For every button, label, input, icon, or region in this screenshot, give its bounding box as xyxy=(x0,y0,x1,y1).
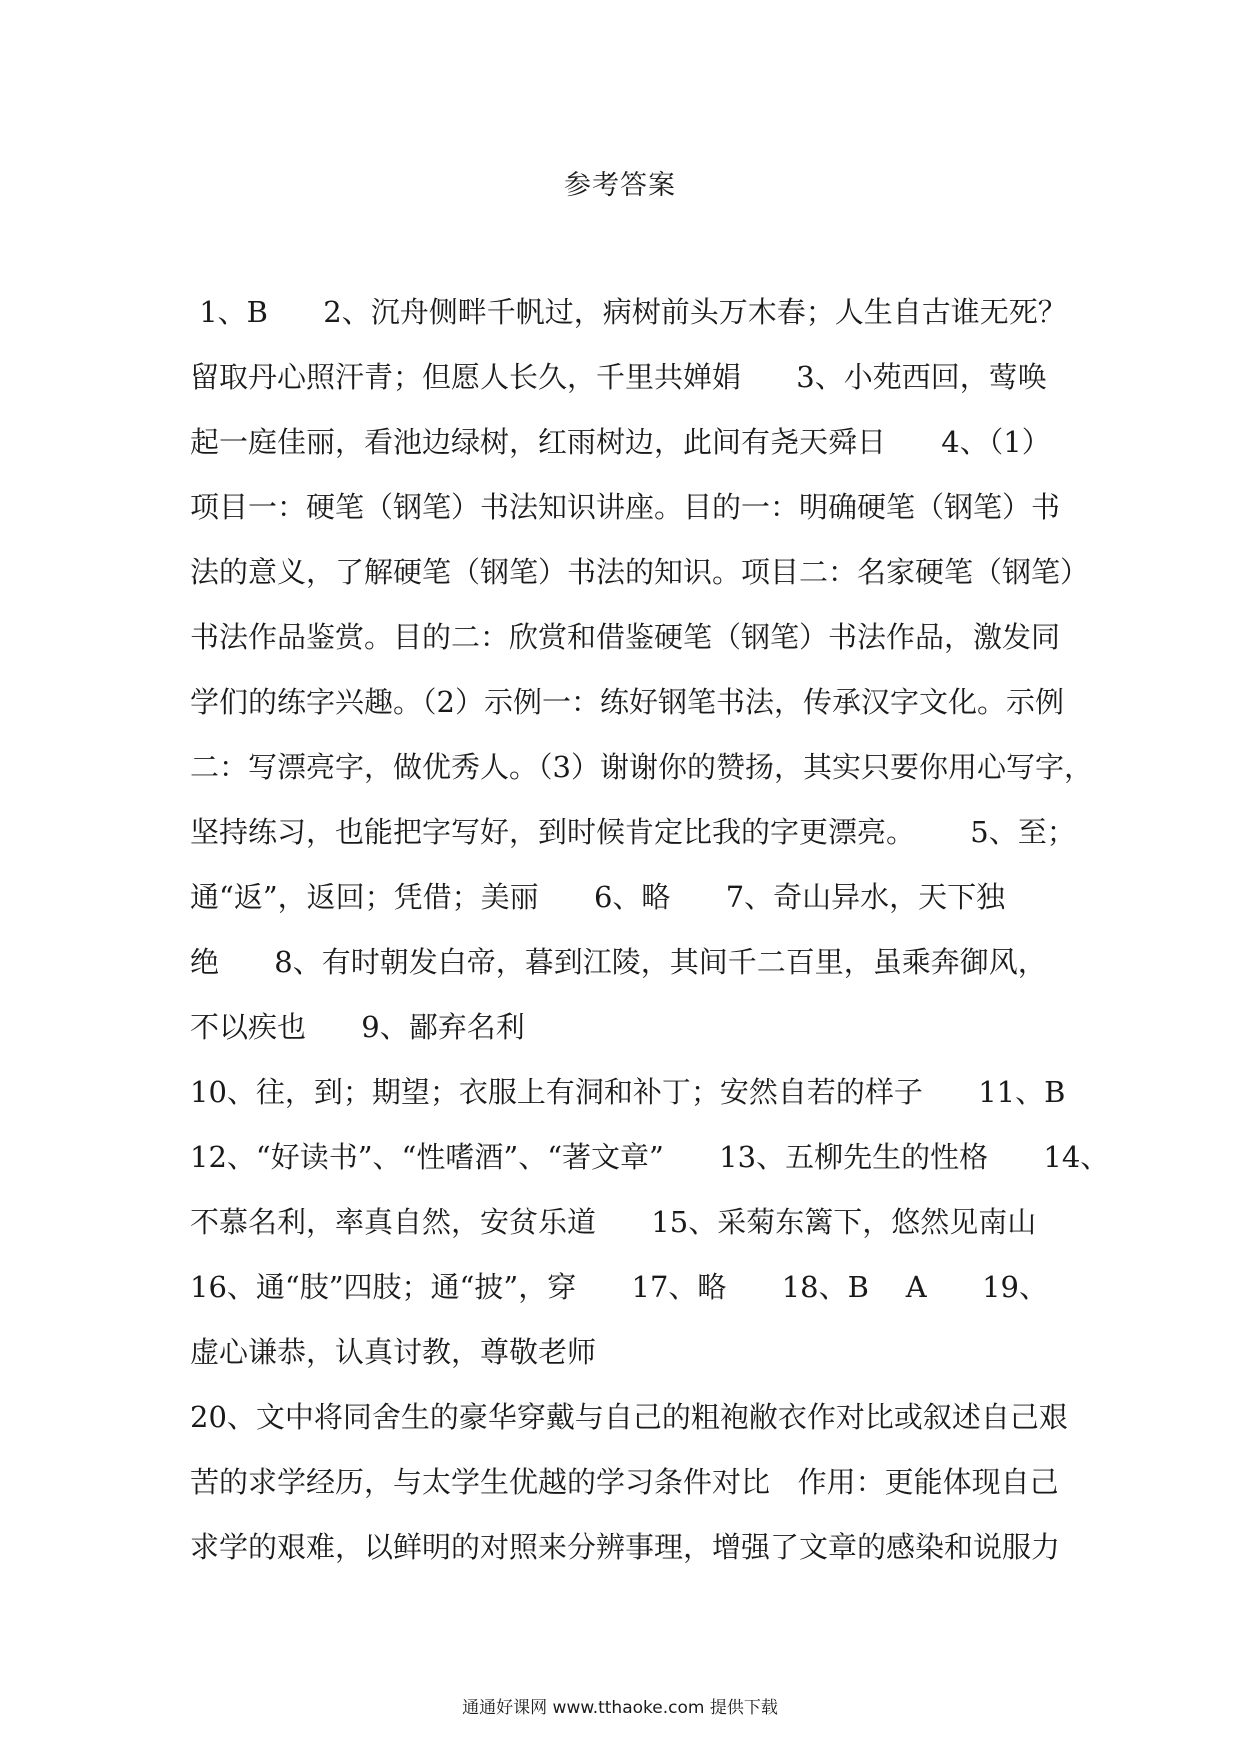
text-line: 留取丹心照汗青；但愿人长久，千里共婵娟 3、小苑西回，莺唤 xyxy=(190,360,1047,394)
page-footer: 通通好课网 www.tthaoke.com 提供下载 xyxy=(462,1698,778,1718)
text-line: 不以疾也 9、鄙弃名利 xyxy=(190,1010,525,1044)
text-line: 虚心谦恭，认真讨教，尊敬老师 xyxy=(190,1335,597,1369)
text-line: 苦的求学经历，与太学生优越的学习条件对比 作用：更能体现自己 xyxy=(190,1465,1059,1499)
page-title: 参考答案 xyxy=(564,170,676,201)
text-line: 项目一：硬笔（钢笔）书法知识讲座。目的一：明确硬笔（钢笔）书 xyxy=(190,490,1061,524)
text-line: 二：写漂亮字，做优秀人。（3）谢谢你的赞扬，其实只要你用心写字， xyxy=(190,750,1093,784)
text-line: 求学的艰难，以鲜明的对照来分辨事理，增强了文章的感染和说服力 xyxy=(190,1530,1061,1564)
text-line: 坚持练习，也能把字写好，到时候肯定比我的字更漂亮。 5、至； xyxy=(190,815,1076,849)
text-line: 起一庭佳丽，看池边绿树，红雨树边，此间有尧天舜日 4、（1） xyxy=(190,425,1051,459)
text-line: 绝 8、有时朝发白帝，暮到江陵，其间千二百里，虽乘奔御风， xyxy=(190,945,1047,979)
text-line: 书法作品鉴赏。目的二：欣赏和借鉴硬笔（钢笔）书法作品，激发同 xyxy=(190,620,1061,654)
text-line: 10、往，到；期望；衣服上有洞和补丁；安然自若的样子 11、B xyxy=(190,1075,1066,1109)
text-line: 20、文中将同舍生的豪华穿戴与自己的粗袍敝衣作对比或叙述自己艰 xyxy=(190,1400,1068,1434)
text-line: 法的意义，了解硬笔（钢笔）书法的知识。项目二：名家硬笔（钢笔） xyxy=(190,555,1090,589)
text-line: 学们的练字兴趣。（2）示例一：练好钢笔书法，传承汉字文化。示例 xyxy=(190,685,1064,719)
answer-text xyxy=(190,295,1110,1595)
text-line: 1、B 2、沉舟侧畔千帆过，病树前头万木春；人生自古谁无死？ xyxy=(190,295,1067,329)
text-line: 通“返”，返回；凭借；美丽 6、略 7、奇山异水，天下独 xyxy=(190,880,1006,914)
text-line: 不慕名利，率真自然，安贫乐道 15、采菊东篱下，悠然见南山 xyxy=(190,1205,1037,1239)
text-line: 12、“好读书”、“性嗜酒”、“著文章” 13、五柳先生的性格 14、 xyxy=(190,1140,1110,1174)
text-line: 16、通“肢”四肢；通“披”，穿 17、略 18、B A 19、 xyxy=(190,1270,1048,1304)
